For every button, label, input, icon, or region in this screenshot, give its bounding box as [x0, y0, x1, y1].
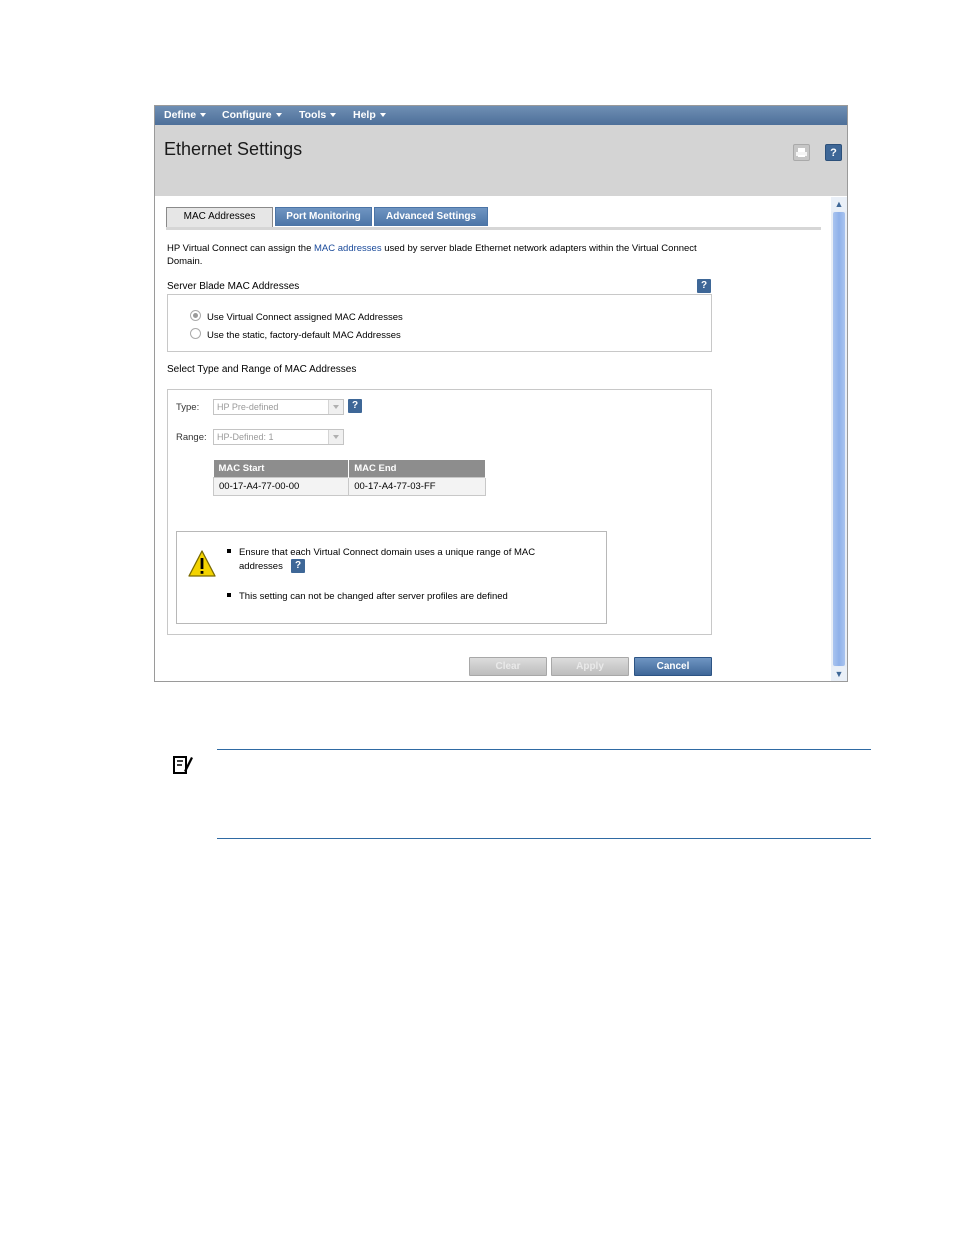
intro-text	[167, 242, 707, 268]
warning-bullet-unique-range-text: Ensure that each Virtual Connect domain uses a unique range of MAC	[239, 547, 536, 558]
mac-end-value: 00-17-A4-77-03-FF	[349, 478, 486, 496]
type-select-value: HP Pre-defined	[217, 402, 279, 412]
mac-table-header-row	[214, 460, 486, 478]
warning-bullet-continuation-text: addresses	[239, 561, 283, 572]
mac-start-header: MAC Start	[214, 460, 349, 478]
page-help-button[interactable]: ?	[825, 144, 842, 161]
warning-box	[176, 531, 607, 624]
range-select[interactable]	[213, 429, 344, 445]
bullet-icon	[227, 593, 231, 597]
chevron-down-icon	[330, 113, 336, 117]
scroll-down-button[interactable]	[831, 667, 847, 681]
menu-configure[interactable]	[222, 106, 282, 125]
menu-bar	[155, 106, 847, 125]
warning-bullet-continuation	[239, 560, 283, 574]
scroll-up-button[interactable]	[831, 197, 847, 211]
chevron-down-icon	[200, 113, 206, 117]
scrollbar-thumb[interactable]	[833, 212, 845, 666]
range-label: Range:	[176, 432, 207, 443]
tab-divider	[166, 227, 821, 230]
radio-factory-default-label: Use the static, factory-default MAC Addresses	[207, 330, 401, 341]
table-row	[214, 478, 486, 496]
radio-vc-assigned-label: Use Virtual Connect assigned MAC Addresses	[207, 312, 403, 323]
mac-range-table	[213, 460, 486, 496]
server-blade-options-box	[167, 294, 712, 352]
cancel-button[interactable]: Cancel	[634, 657, 712, 676]
server-blade-help-button[interactable]: ?	[697, 279, 711, 293]
type-label: Type:	[176, 402, 200, 413]
range-select-value: HP-Defined: 1	[217, 432, 274, 442]
tab-mac-addresses[interactable]: MAC Addresses	[166, 207, 273, 227]
tab-port-monitoring[interactable]: Port Monitoring	[275, 207, 372, 226]
chevron-up-icon: ▲	[834, 199, 844, 209]
chevron-down-icon	[380, 113, 386, 117]
print-button[interactable]	[793, 144, 810, 161]
type-range-heading: Select Type and Range of MAC Addresses	[167, 364, 357, 375]
menu-tools[interactable]	[299, 106, 336, 125]
ethernet-settings-window	[154, 105, 848, 682]
radio-selected-icon	[190, 310, 201, 321]
printer-icon	[794, 145, 809, 160]
tab-advanced-settings[interactable]: Advanced Settings	[374, 207, 488, 226]
chevron-down-icon	[328, 400, 343, 414]
menu-define[interactable]	[164, 106, 206, 125]
type-help-button[interactable]: ?	[348, 399, 362, 413]
intro-text-start: HP Virtual Connect can assign the	[167, 243, 314, 254]
menu-help-label: Help	[353, 109, 376, 121]
menu-configure-label: Configure	[222, 109, 272, 121]
vertical-scrollbar[interactable]	[831, 197, 847, 681]
radio-unselected-icon	[190, 328, 201, 339]
menu-tools-label: Tools	[299, 109, 327, 121]
page-header	[155, 125, 847, 196]
server-blade-heading: Server Blade MAC Addresses	[167, 281, 300, 292]
bullet-icon	[227, 549, 231, 553]
warning-bullet-locked-setting-text: This setting can not be changed after server profiles are defined	[239, 591, 508, 602]
mac-start-value: 00-17-A4-77-00-00	[214, 478, 349, 496]
mac-end-header: MAC End	[349, 460, 486, 478]
menu-define-label: Define	[164, 109, 197, 121]
radio-factory-default[interactable]	[190, 328, 401, 341]
page-title: Ethernet Settings	[164, 139, 303, 159]
important-note-icon	[172, 754, 194, 776]
chevron-down-icon	[276, 113, 282, 117]
chevron-down-icon	[328, 430, 343, 444]
type-select[interactable]	[213, 399, 344, 415]
clear-button[interactable]: Clear	[469, 657, 547, 676]
note-bottom-rule	[217, 838, 871, 839]
warning-bullet-unique-range	[227, 546, 535, 560]
intro-text-end: used by server blade Ethernet network adapters within the Virtual Connect Domain.	[167, 243, 697, 267]
menu-help[interactable]	[353, 106, 386, 125]
mac-addresses-link[interactable]: MAC addresses	[314, 243, 382, 254]
apply-button[interactable]: Apply	[551, 657, 629, 676]
chevron-down-icon: ▼	[834, 669, 844, 679]
note-top-rule	[217, 749, 871, 750]
warning-bullet-locked-setting	[227, 590, 508, 604]
warning-icon	[187, 549, 217, 579]
warning-help-button[interactable]: ?	[291, 559, 305, 573]
radio-vc-assigned[interactable]	[190, 310, 403, 323]
